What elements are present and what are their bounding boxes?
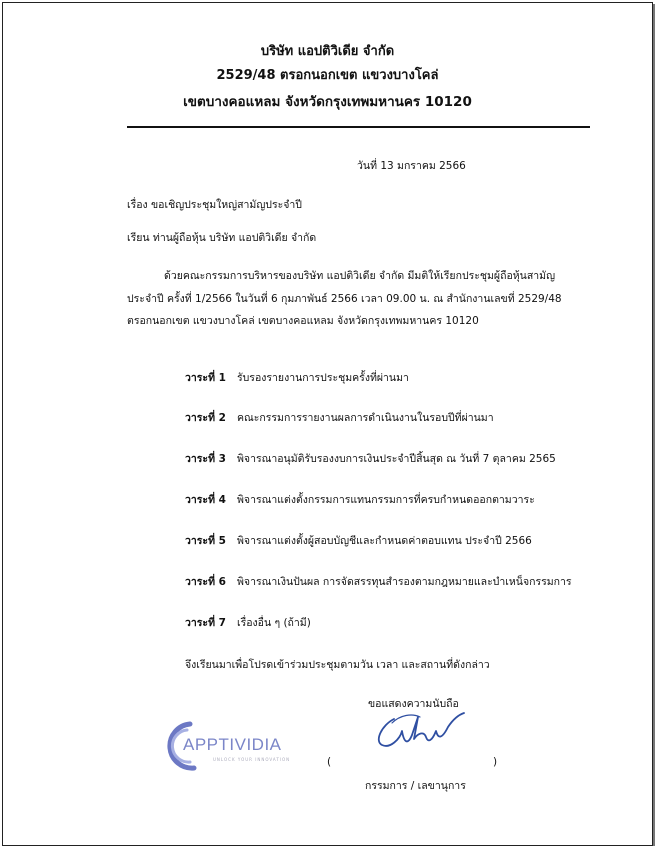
agenda-item [185, 369, 409, 386]
body-line-1: ด้วยคณะกรรมการบริหารของบริษัท แอปติวิเดีย จำกัด มีมติให้เรียกประชุมผู้ถือหุ้นสามัญ [164, 270, 556, 282]
closing-statement: จึงเรียนมาเพื่อโปรดเข้าร่วมประชุมตามวัน เวลา และสถานที่ดังกล่าว [185, 659, 490, 671]
agenda-number: วาระที่ 4 [185, 494, 226, 506]
agenda-item [185, 450, 556, 467]
signature-paren-close: ) [493, 756, 498, 768]
company-logo-text: APPTIVIDIA [183, 735, 282, 754]
letter-subject: เรื่อง ขอเชิญประชุมใหญ่สามัญประจำปี [127, 199, 302, 211]
agenda-number: วาระที่ 7 [185, 617, 226, 629]
company-name: บริษัท แอปติวิเดีย จำกัด [260, 44, 395, 59]
body-line-3: ตรอกนอกเขต แขวงบางโคล่ เขตบางคอแหลม จังหวัดกรุงเทพมหานคร 10120 [127, 315, 479, 327]
signer-position: กรรมการ / เลขานุการ [365, 780, 466, 792]
agenda-text: รับรองรายงานการประชุมครั้งที่ผ่านมา [237, 372, 409, 384]
signature-icon [372, 705, 472, 755]
company-logo-tagline: UNLOCK YOUR INNOVATION [213, 757, 291, 762]
agenda-item [185, 573, 572, 590]
respect-closing: ขอแสดงความนับถือ [368, 698, 459, 710]
agenda-item [185, 409, 494, 426]
agenda-text: พิจารณาอนุมัติรับรองงบการเงินประจำปีสิ้นสุด ณ วันที่ 7 ตุลาคม 2565 [237, 453, 556, 465]
body-line-2: ประจำปี ครั้งที่ 1/2566 ในวันที่ 6 กุมภาพันธ์ 2566 เวลา 09.00 น. ณ สำนักงานเลขที่ 2529/48 [127, 293, 562, 305]
agenda-text: พิจารณาเงินปันผล การจัดสรรทุนสำรองตามกฎหมายและบำเหน็จกรรมการ [237, 576, 572, 588]
agenda-text: คณะกรรมการรายงานผลการดำเนินงานในรอบปีที่ผ่านมา [237, 412, 494, 424]
agenda-text: พิจารณาแต่งตั้งผู้สอบบัญชีและกำหนดค่าตอบแทน ประจำปี 2566 [237, 535, 532, 547]
signature-paren-open: ( [327, 756, 332, 768]
company-address-line1: 2529/48 ตรอกนอกเขต แขวงบางโคล่ [216, 68, 439, 83]
agenda-item [185, 491, 535, 508]
agenda-number: วาระที่ 5 [185, 535, 226, 547]
letter-recipient: เรียน ท่านผู้ถือหุ้น บริษัท แอปติวิเดีย จำกัด [127, 232, 317, 244]
letter-date: วันที่ 13 มกราคม 2566 [357, 160, 466, 172]
agenda-text: พิจารณาแต่งตั้งกรรมการแทนกรรมการที่ครบกำหนดออกตามวาระ [237, 494, 535, 506]
company-address-line2: เขตบางคอแหลม จังหวัดกรุงเทพมหานคร 10120 [183, 94, 472, 110]
agenda-number: วาระที่ 3 [185, 453, 226, 465]
agenda-number: วาระที่ 2 [185, 412, 226, 424]
agenda-item [185, 532, 532, 549]
agenda-text: เรื่องอื่น ๆ (ถ้ามี) [237, 617, 311, 629]
agenda-number: วาระที่ 1 [185, 372, 226, 384]
agenda-item [185, 614, 311, 631]
agenda-number: วาระที่ 6 [185, 576, 226, 588]
header-divider [127, 126, 590, 128]
